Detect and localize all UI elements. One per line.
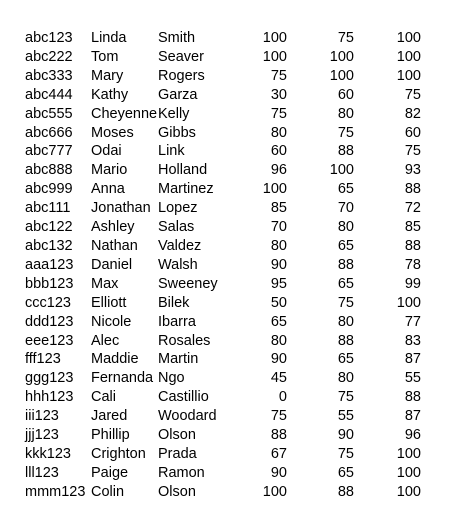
spacer-cell	[421, 350, 474, 369]
score-3-cell: 88	[404, 237, 421, 254]
first-name-cell: Paige	[91, 464, 129, 481]
score-2-cell: 80	[337, 313, 354, 330]
student-id-cell: aaa123	[25, 256, 74, 273]
student-id-cell: abc123	[25, 30, 73, 46]
student-id-cell: fff123	[25, 351, 61, 368]
score-2-cell: 80	[337, 370, 354, 387]
score-2-cell: 65	[337, 351, 354, 368]
spacer-cell	[421, 426, 474, 445]
score-3-cell: 96	[404, 427, 421, 444]
last-name-cell: Ramon	[158, 464, 205, 481]
table-row	[0, 161, 474, 180]
last-name-cell: Martinez	[158, 181, 214, 198]
score-1-cell: 100	[262, 48, 287, 65]
score-3-cell: 100	[396, 67, 421, 84]
last-name-cell: Ibarra	[158, 313, 196, 330]
student-scores-table	[0, 29, 474, 502]
table-row	[0, 407, 474, 426]
student-id-cell: abc777	[25, 143, 73, 160]
table-row	[0, 124, 474, 143]
spacer-cell	[421, 369, 474, 388]
first-name-cell: Crighton	[91, 445, 146, 462]
score-3-cell: 78	[404, 256, 421, 273]
last-name-cell: Garza	[158, 86, 198, 103]
score-3-cell: 100	[396, 445, 421, 462]
table-row	[0, 48, 474, 67]
spacer-cell	[421, 180, 474, 199]
score-1-cell: 70	[270, 219, 287, 236]
first-name-cell: Moses	[91, 124, 134, 141]
last-name-cell: Olson	[158, 427, 196, 444]
score-1-cell: 90	[270, 351, 287, 368]
table-row	[0, 426, 474, 445]
score-2-cell: 80	[337, 105, 354, 122]
score-3-cell: 100	[396, 48, 421, 65]
table-row	[0, 142, 474, 161]
first-name-cell: Phillip	[91, 427, 130, 444]
spacer-cell	[421, 464, 474, 483]
score-2-cell: 55	[337, 408, 354, 425]
student-id-cell: bbb123	[25, 275, 74, 292]
score-1-cell: 65	[270, 313, 287, 330]
last-name-cell: Sweeney	[158, 275, 218, 292]
first-name-cell: Mario	[91, 162, 128, 179]
table-row	[0, 445, 474, 464]
first-name-cell: Nathan	[91, 237, 138, 254]
score-1-cell: 0	[278, 389, 287, 406]
score-1-cell: 80	[270, 124, 287, 141]
spacer-cell	[421, 142, 474, 161]
score-3-cell: 99	[404, 275, 421, 292]
last-name-cell: Valdez	[158, 237, 202, 254]
table-row	[0, 218, 474, 237]
score-1-cell: 88	[270, 427, 287, 444]
first-name-cell: Mary	[91, 67, 124, 84]
score-2-cell: 65	[337, 464, 354, 481]
score-1-cell: 67	[270, 445, 287, 462]
table-row	[0, 313, 474, 332]
score-1-cell: 95	[270, 275, 287, 292]
last-name-cell: Holland	[158, 162, 208, 179]
score-1-cell: 75	[270, 105, 287, 122]
score-1-cell: 80	[270, 237, 287, 254]
last-name-cell: Rogers	[158, 67, 205, 84]
table-row	[0, 294, 474, 313]
score-3-cell: 55	[404, 370, 421, 387]
table-row	[0, 464, 474, 483]
last-name-cell: Castillio	[158, 389, 209, 406]
last-name-cell: Gibbs	[158, 124, 196, 141]
first-name-cell: Jonathan	[91, 200, 151, 217]
score-3-cell: 88	[404, 181, 421, 198]
student-id-cell: abc999	[25, 181, 73, 198]
score-3-cell: 100	[396, 30, 421, 46]
score-2-cell: 75	[337, 445, 354, 462]
score-2-cell: 100	[329, 162, 354, 179]
score-3-cell: 82	[404, 105, 421, 122]
student-id-cell: ggg123	[25, 370, 74, 387]
score-3-cell: 88	[404, 389, 421, 406]
first-name-cell: Elliott	[91, 294, 127, 311]
last-name-cell: Lopez	[158, 200, 198, 217]
score-3-cell: 87	[404, 408, 421, 425]
score-1-cell: 90	[270, 256, 287, 273]
first-name-cell: Anna	[91, 181, 125, 198]
spacer-cell	[421, 48, 474, 67]
spacer-cell	[421, 67, 474, 86]
first-name-cell: Maddie	[91, 351, 139, 368]
student-id-cell: abc132	[25, 237, 73, 254]
last-name-cell: Martin	[158, 351, 199, 368]
student-id-cell: abc444	[25, 86, 73, 103]
score-1-cell: 75	[270, 408, 287, 425]
score-1-cell: 85	[270, 200, 287, 217]
last-name-cell: Salas	[158, 219, 195, 236]
spacer-cell	[421, 332, 474, 351]
last-name-cell: Rosales	[158, 332, 211, 349]
first-name-cell: Kathy	[91, 86, 129, 103]
score-1-cell: 45	[270, 370, 287, 387]
score-1-cell: 100	[262, 181, 287, 198]
score-2-cell: 88	[337, 332, 354, 349]
last-name-cell: Prada	[158, 445, 197, 462]
first-name-cell: Colin	[91, 483, 125, 500]
score-2-cell: 88	[337, 483, 354, 500]
table-row	[0, 180, 474, 199]
table-row	[0, 388, 474, 407]
spacer-cell	[421, 483, 474, 502]
student-id-cell: abc111	[25, 200, 71, 217]
table-row	[0, 105, 474, 124]
last-name-cell: Smith	[158, 30, 196, 46]
first-name-cell: Odai	[91, 143, 122, 160]
score-2-cell: 75	[337, 389, 354, 406]
score-3-cell: 85	[404, 219, 421, 236]
spacer-cell	[421, 407, 474, 426]
student-id-cell: iii123	[25, 408, 59, 425]
spacer-cell	[421, 161, 474, 180]
score-2-cell: 88	[337, 143, 354, 160]
score-1-cell: 100	[262, 483, 287, 500]
score-2-cell: 80	[337, 219, 354, 236]
last-name-cell: Ngo	[158, 370, 185, 387]
student-id-cell: eee123	[25, 332, 74, 349]
table-row	[0, 483, 474, 502]
table-row	[0, 67, 474, 86]
student-id-cell: lll123	[25, 464, 59, 481]
score-2-cell: 90	[337, 427, 354, 444]
score-2-cell: 75	[337, 124, 354, 141]
score-3-cell: 100	[396, 294, 421, 311]
student-id-cell: jjj123	[25, 427, 59, 444]
last-name-cell: Olson	[158, 483, 196, 500]
table-row	[0, 199, 474, 218]
score-1-cell: 75	[270, 67, 287, 84]
spacer-cell	[421, 313, 474, 332]
spacer-cell	[421, 388, 474, 407]
spacer-cell	[421, 294, 474, 313]
student-id-cell: abc222	[25, 48, 73, 65]
last-name-cell: Seaver	[158, 48, 204, 65]
score-3-cell: 75	[404, 143, 421, 160]
student-id-cell: ddd123	[25, 313, 74, 330]
student-id-cell: abc333	[25, 67, 73, 84]
score-1-cell: 50	[270, 294, 287, 311]
student-id-cell: abc122	[25, 219, 73, 236]
score-3-cell: 93	[404, 162, 421, 179]
spacer-cell	[421, 445, 474, 464]
spacer-cell	[421, 105, 474, 124]
first-name-cell: Jared	[91, 408, 128, 425]
table-row	[0, 237, 474, 256]
last-name-cell: Walsh	[158, 256, 198, 273]
score-3-cell: 83	[404, 332, 421, 349]
spacer-cell	[421, 218, 474, 237]
student-id-cell: ccc123	[25, 294, 71, 311]
score-2-cell: 60	[337, 86, 354, 103]
student-id-cell: hhh123	[25, 389, 74, 406]
score-2-cell: 75	[337, 294, 354, 311]
table-row	[0, 332, 474, 351]
first-name-cell: Max	[91, 275, 119, 292]
score-1-cell: 90	[270, 464, 287, 481]
table-row	[0, 275, 474, 294]
last-name-cell: Bilek	[158, 294, 190, 311]
spacer-cell	[421, 275, 474, 294]
spacer-cell	[421, 237, 474, 256]
last-name-cell: Kelly	[158, 105, 190, 122]
score-2-cell: 100	[329, 67, 354, 84]
spacer-cell	[421, 124, 474, 143]
student-id-cell: abc555	[25, 105, 73, 122]
score-1-cell: 60	[270, 143, 287, 160]
student-id-cell: kkk123	[25, 445, 71, 462]
first-name-cell: Fernanda	[91, 370, 154, 387]
score-3-cell: 72	[404, 200, 421, 217]
student-id-cell: mmm123	[25, 483, 86, 500]
first-name-cell: Linda	[91, 30, 127, 46]
score-1-cell: 30	[270, 86, 287, 103]
spacer-cell	[421, 199, 474, 218]
last-name-cell: Link	[158, 143, 185, 160]
score-2-cell: 65	[337, 181, 354, 198]
score-2-cell: 88	[337, 256, 354, 273]
table-row	[0, 86, 474, 105]
first-name-cell: Cheyenne	[91, 105, 158, 122]
spacer-cell	[421, 86, 474, 105]
spacer-cell	[421, 29, 474, 48]
score-1-cell: 96	[270, 162, 287, 179]
score-3-cell: 77	[404, 313, 421, 330]
first-name-cell: Daniel	[91, 256, 133, 273]
table-row	[0, 256, 474, 275]
last-name-cell: Woodard	[158, 408, 217, 425]
score-2-cell: 65	[337, 275, 354, 292]
table-row	[0, 369, 474, 388]
score-2-cell: 70	[337, 200, 354, 217]
score-3-cell: 100	[396, 464, 421, 481]
score-3-cell: 100	[396, 483, 421, 500]
score-1-cell: 80	[270, 332, 287, 349]
first-name-cell: Nicole	[91, 313, 132, 330]
score-3-cell: 60	[404, 124, 421, 141]
first-name-cell: Alec	[91, 332, 120, 349]
table-body	[0, 29, 474, 502]
score-3-cell: 75	[404, 86, 421, 103]
score-2-cell: 100	[329, 48, 354, 65]
first-name-cell: Cali	[91, 389, 116, 406]
student-id-cell: abc666	[25, 124, 73, 141]
score-1-cell: 100	[262, 30, 287, 46]
score-3-cell: 87	[404, 351, 421, 368]
first-name-cell: Tom	[91, 48, 119, 65]
student-id-cell: abc888	[25, 162, 73, 179]
score-2-cell: 75	[337, 30, 354, 46]
first-name-cell: Ashley	[91, 219, 135, 236]
table-row	[0, 350, 474, 369]
spacer-cell	[421, 256, 474, 275]
score-2-cell: 65	[337, 237, 354, 254]
table-row	[0, 29, 474, 48]
